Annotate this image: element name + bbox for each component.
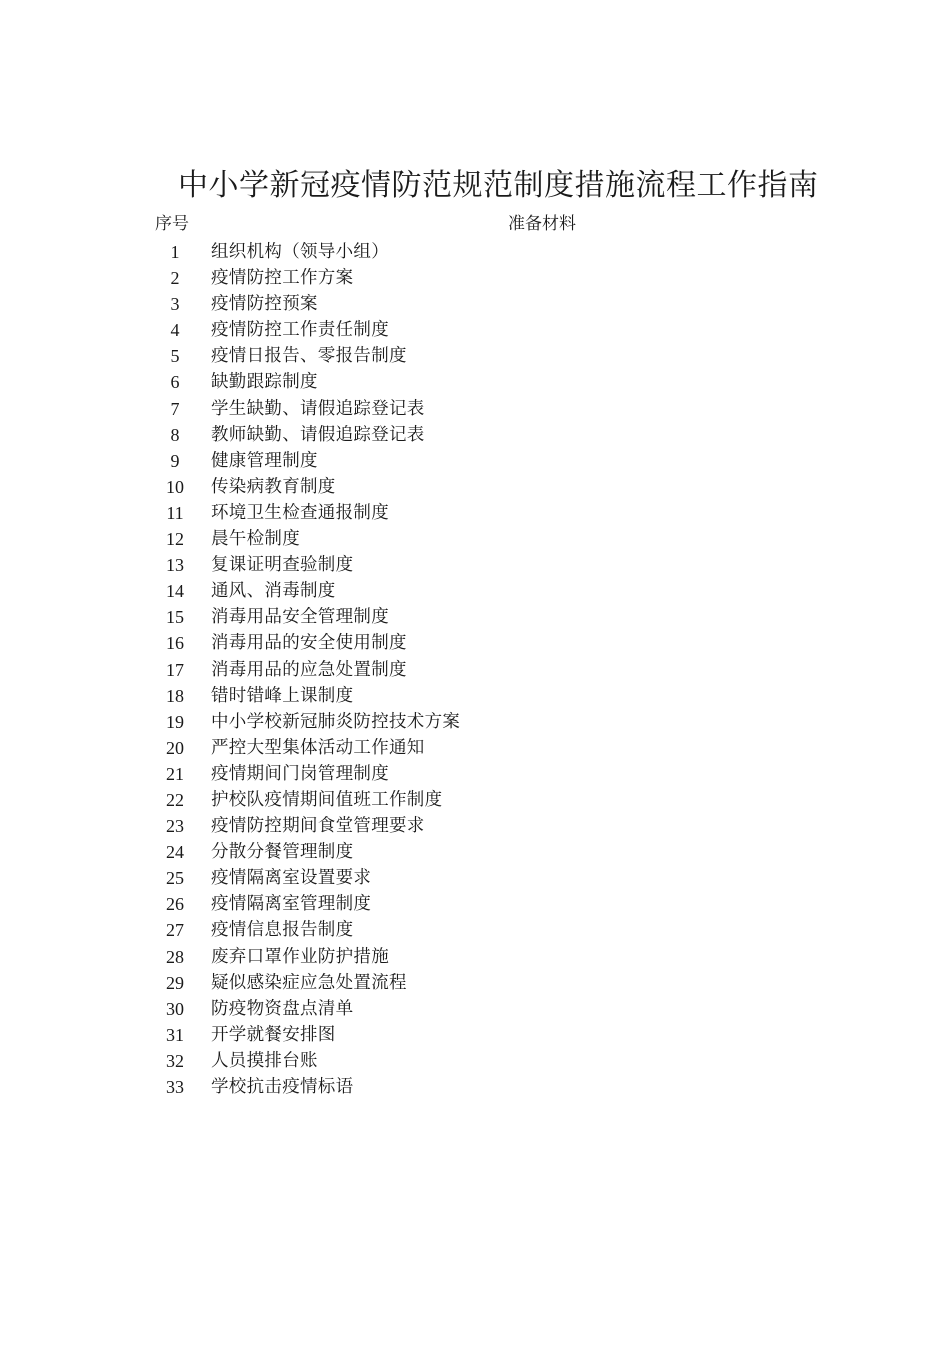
item-text: 中小学校新冠肺炎防控技术方案 (211, 711, 461, 732)
list-item (150, 787, 600, 813)
item-number: 32 (166, 1050, 184, 1071)
list-item (150, 396, 600, 422)
item-number: 19 (166, 711, 184, 732)
item-text: 缺勤跟踪制度 (211, 372, 318, 393)
item-text: 通风、消毒制度 (211, 581, 336, 602)
list-item (150, 735, 600, 761)
item-number: 5 (170, 346, 180, 367)
list-item (150, 813, 600, 839)
list-item (150, 891, 600, 917)
list-item (150, 500, 600, 526)
item-text: 疫情防控工作责任制度 (211, 320, 389, 341)
list-item (150, 317, 600, 343)
item-text: 人员摸排台账 (211, 1050, 318, 1071)
list-item (150, 369, 600, 395)
item-text: 疫情防控预案 (211, 294, 318, 315)
item-number: 12 (166, 529, 184, 550)
list-item (150, 343, 600, 369)
item-text: 疫情日报告、零报告制度 (211, 346, 407, 367)
list-item (150, 709, 600, 735)
list-item (150, 657, 600, 683)
list-item (150, 970, 600, 996)
item-number: 24 (166, 842, 184, 863)
item-text: 晨午检制度 (211, 529, 300, 550)
item-number: 27 (166, 920, 184, 941)
list-item (150, 1048, 600, 1074)
item-number: 33 (166, 1077, 184, 1097)
column-header-seq: 序号 (155, 214, 189, 234)
list-item (150, 239, 600, 265)
item-number: 9 (170, 450, 180, 471)
item-text: 疫情期间门岗管理制度 (211, 763, 389, 784)
item-number: 7 (170, 398, 180, 419)
item-number: 26 (166, 894, 184, 915)
item-text: 废弃口罩作业防护措施 (211, 946, 389, 967)
item-number: 14 (166, 581, 184, 602)
item-text: 疫情防控工作方案 (211, 268, 354, 289)
item-text: 疑似感染症应急处置流程 (211, 972, 407, 993)
item-number: 23 (166, 816, 184, 837)
item-number: 4 (170, 320, 180, 341)
item-number: 10 (166, 476, 184, 497)
list-item (150, 761, 600, 787)
page-title: 中小学新冠疫情防范规范制度措施流程工作指南 (178, 168, 819, 203)
item-number: 3 (170, 294, 180, 315)
item-number: 8 (170, 424, 180, 445)
item-number: 31 (166, 1024, 184, 1045)
item-text: 学校抗击疫情标语 (211, 1077, 354, 1097)
item-number: 21 (166, 763, 184, 784)
item-number: 29 (166, 972, 184, 993)
item-number: 2 (170, 268, 180, 289)
item-text: 传染病教育制度 (211, 476, 336, 497)
item-number: 13 (166, 555, 184, 576)
item-text: 严控大型集体活动工作通知 (211, 737, 425, 758)
list-item (150, 474, 600, 500)
list-item (150, 865, 600, 891)
item-text: 学生缺勤、请假追踪登记表 (211, 398, 425, 419)
item-number: 28 (166, 946, 184, 967)
item-text: 消毒用品的应急处置制度 (211, 659, 407, 680)
list-item (150, 552, 600, 578)
item-number: 11 (166, 502, 184, 523)
list-item (150, 526, 600, 552)
list-item (150, 1074, 600, 1100)
column-header-materials: 准备材料 (508, 214, 576, 234)
item-text: 开学就餐安排图 (211, 1024, 336, 1045)
item-text: 复课证明查验制度 (211, 555, 354, 576)
list-item (150, 944, 600, 970)
item-number: 25 (166, 868, 184, 889)
item-text: 疫情隔离室设置要求 (211, 868, 372, 889)
materials-list (150, 239, 600, 1100)
item-text: 环境卫生检查通报制度 (211, 502, 389, 523)
list-item (150, 917, 600, 943)
item-text: 疫情防控期间食堂管理要求 (211, 816, 425, 837)
item-number: 15 (166, 607, 184, 628)
list-item (150, 265, 600, 291)
list-item (150, 839, 600, 865)
list-item (150, 1022, 600, 1048)
item-number: 30 (166, 998, 184, 1019)
item-number: 22 (166, 789, 184, 810)
list-item (150, 683, 600, 709)
list-item (150, 291, 600, 317)
list-item (150, 578, 600, 604)
list-item (150, 422, 600, 448)
list-item (150, 448, 600, 474)
item-text: 教师缺勤、请假追踪登记表 (211, 424, 425, 445)
list-item (150, 996, 600, 1022)
item-text: 防疫物资盘点清单 (211, 998, 354, 1019)
item-number: 6 (170, 372, 180, 393)
item-text: 错时错峰上课制度 (211, 685, 354, 706)
item-number: 20 (166, 737, 184, 758)
item-number: 1 (170, 242, 180, 262)
item-number: 17 (166, 659, 184, 680)
list-item (150, 630, 600, 656)
item-number: 18 (166, 685, 184, 706)
item-text: 疫情信息报告制度 (211, 920, 354, 941)
item-text: 消毒用品安全管理制度 (211, 607, 389, 628)
item-text: 疫情隔离室管理制度 (211, 894, 372, 915)
item-text: 护校队疫情期间值班工作制度 (211, 789, 443, 810)
item-text: 健康管理制度 (211, 450, 318, 471)
item-number: 16 (166, 633, 184, 654)
item-text: 分散分餐管理制度 (211, 842, 354, 863)
item-text: 组织机构（领导小组） (211, 242, 389, 262)
list-item (150, 604, 600, 630)
item-text: 消毒用品的安全使用制度 (211, 633, 407, 654)
